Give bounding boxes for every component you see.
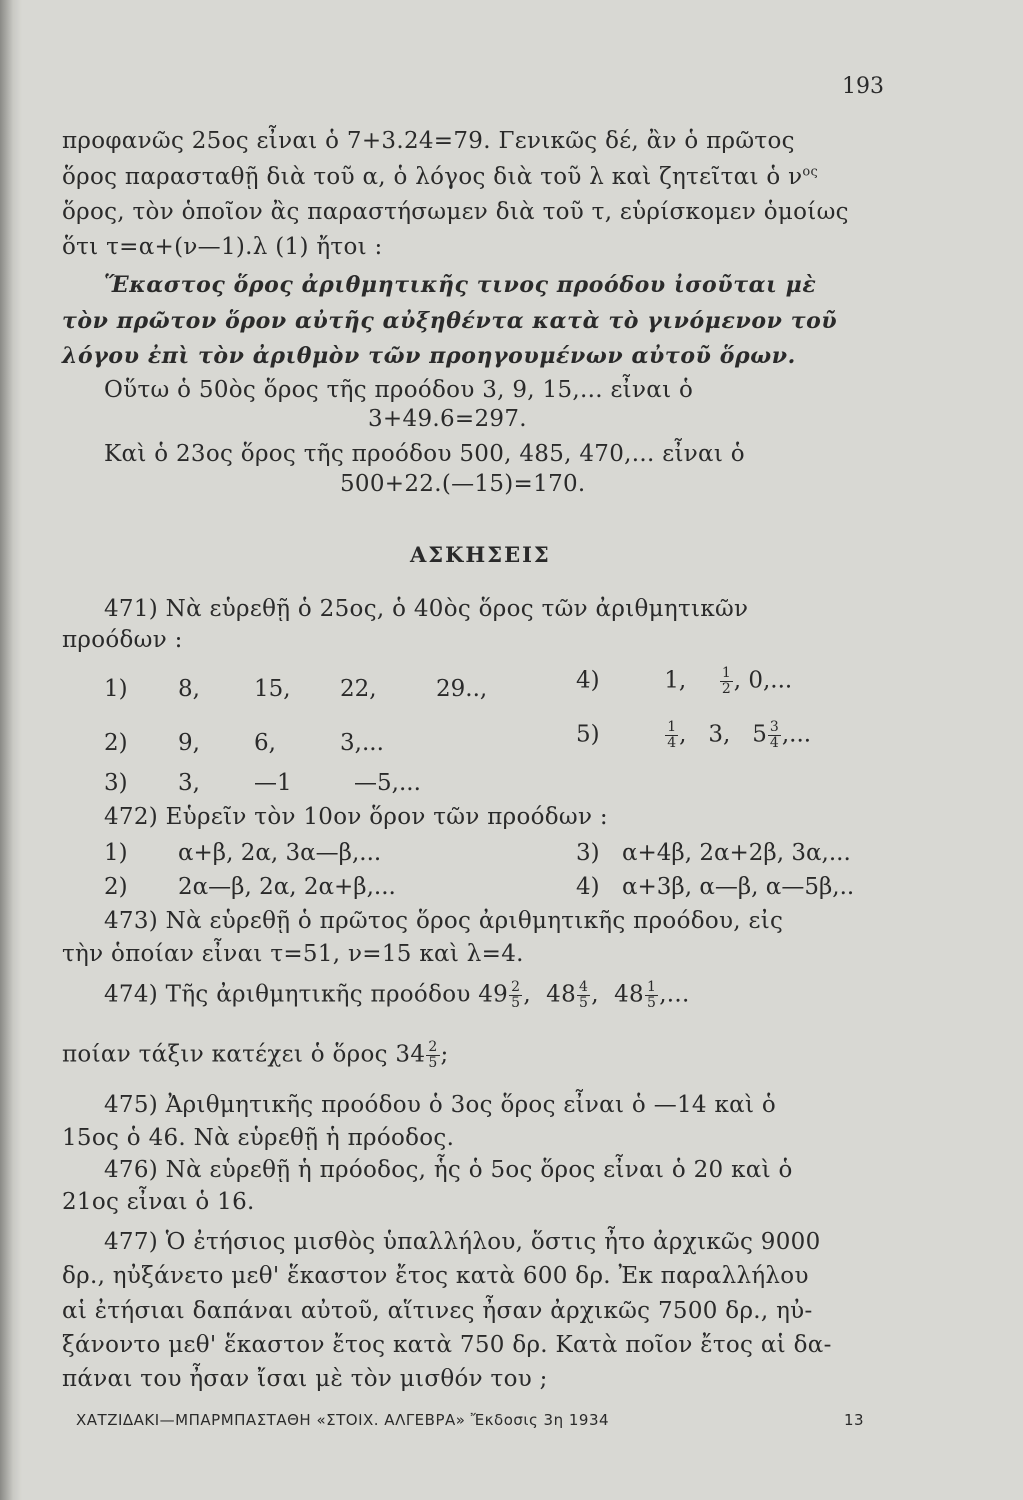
exercise-474-line-1: 474) Τῆς ἀριθμητικῆς προόδου 49 $\frac{2}{5}$ , 48 $\frac{4}{5}$ , 48 $\frac{1}{5}$ ,... [104, 979, 690, 1011]
term: 3,... [340, 730, 384, 756]
exercise-472-item-4: α+3β, α—β, α—5β,.. [622, 874, 855, 900]
item-number: 4) [576, 667, 600, 694]
term: 6, [254, 730, 276, 756]
fraction: $\frac{2}{5}$ [511, 979, 521, 1011]
exercise-472-line: 472) Εὑρεῖν τὸν 10ον ὅρον τῶν προόδων : [104, 804, 608, 830]
term: 15, [254, 676, 291, 702]
page-gutter-shadow [0, 0, 22, 1500]
item-number: 5) [576, 721, 600, 748]
section-heading: ΑΣΚΗΣΕΙΣ [410, 542, 551, 567]
paragraph-line-2 [62, 164, 818, 190]
item-number: 3) [104, 770, 128, 796]
exercise-476-line-2: 21ος εἶναι ὁ 16. [62, 1189, 255, 1215]
term: —1 [254, 770, 292, 796]
item-number: 2) [104, 874, 128, 900]
exercise-471-line-2: προόδων : [62, 627, 183, 653]
footer-sheet-number: 13 [844, 1411, 865, 1429]
rule-line-1: Ἕκαστος ὅρος ἀριθμητικῆς τινος προόδου ἰσοῦται μὲ [104, 272, 817, 298]
fraction: $\frac{1}{5}$ [646, 979, 657, 1011]
paragraph-line-2-text: ὅρος παρασταθῇ διὰ τοῦ α, ὁ λόγος διὰ τοῦ λ καὶ ζητεῖται ὁ ν [62, 164, 803, 190]
term: 3, [178, 770, 200, 796]
fraction: $\frac{4}{5}$ [579, 979, 589, 1011]
exercise-473-line-2: τὴν ὁποίαν εἶναι τ=51, ν=15 καὶ λ=4. [62, 941, 524, 967]
item-number: 1) [104, 676, 128, 702]
fraction: $\frac{1}{4}$ [667, 719, 677, 751]
page-number: 193 [842, 74, 884, 99]
term: —5,... [354, 770, 421, 796]
exercise-477-line-3: αἱ ἐτήσιαι δαπάναι αὐτοῦ, αἵτινες ἦσαν ἀρχικῶς 7500 δρ., ηὐ- [62, 1298, 813, 1324]
paragraph-line-4: ὅτι τ=α+(ν—1).λ (1) ἤτοι : [62, 234, 383, 260]
exercise-477-line-5: πάναι του ἦσαν ἴσαι μὲ τὸν μισθόν του ; [62, 1366, 548, 1392]
item-number: 1) [104, 840, 128, 866]
exercise-471-item-5: 5) $\frac{1}{4}$ , 3, 5 $\frac{3}{4}$ ,... [576, 719, 812, 751]
rule-line-2: τὸν πρῶτον ὅρον αὐτῆς αὐξηθέντα κατὰ τὸ γινόμενον τοῦ [62, 308, 838, 334]
example-result-1: 3+49.6=297. [368, 406, 527, 432]
rule-line-3: λόγου ἐπὶ τὸν ἀριθμὸν τῶν προηγουμένων αὐτοῦ ὅρων. [62, 343, 796, 369]
exercise-474-line-2: ποίαν τάξιν κατέχει ὁ ὅρος 34 $\frac{2}{5}$ ; [62, 1039, 449, 1071]
term: 8, [178, 676, 200, 702]
exercise-472-item-2: 2α—β, 2α, 2α+β,... [178, 874, 396, 900]
paragraph-line-1: προφανῶς 25ος εἶναι ὁ 7+3.24=79. Γενικῶς δέ, ἂν ὁ πρῶτος [62, 128, 795, 154]
example-line-2: Καὶ ὁ 23ος ὅρος τῆς προόδου 500, 485, 470,... εἶναι ὁ [104, 441, 745, 467]
exercise-472-item-3: α+4β, 2α+2β, 3α,... [622, 840, 851, 866]
exercise-477-line-2: δρ., ηὐξάνετο μεθ' ἕκαστον ἔτος κατὰ 600 δρ. Ἐκ παραλλήλου [62, 1263, 809, 1289]
item-number: 4) [576, 874, 600, 900]
item-number: 2) [104, 730, 128, 756]
paragraph-line-3: ὅρος, τὸν ὁποῖον ἂς παραστήσωμεν διὰ τοῦ τ, εὑρίσκομεν ὁμοίως [62, 199, 849, 225]
term: 29.., [436, 676, 488, 702]
fraction: $\frac{3}{4}$ [769, 719, 779, 751]
exercise-475-line-2: 15ος ὁ 46. Νὰ εὑρεθῇ ἡ πρόοδος. [62, 1125, 455, 1151]
superscript-os: ος [802, 164, 819, 180]
exercise-473-line-1: 473) Νὰ εὑρεθῇ ὁ πρῶτος ὅρος ἀριθμητικῆς προόδου, εἰς [104, 908, 784, 934]
exercise-471-line-1: 471) Νὰ εὑρεθῇ ὁ 25ος, ὁ 40ὸς ὅρος τῶν ἀριθμητικῶν [104, 596, 749, 622]
exercise-471-item-4: 4) 1, $\frac{1}{2}$ , 0,... [576, 665, 793, 697]
example-result-2: 500+22.(—15)=170. [340, 471, 586, 497]
fraction: $\frac{2}{5}$ [428, 1039, 438, 1071]
example-line-1: Οὕτω ὁ 50ὸς ὅρος τῆς προόδου 3, 9, 15,... εἶναι ὁ [104, 377, 694, 403]
exercise-477-line-4: ξάνοντο μεθ' ἕκαστον ἔτος κατὰ 750 δρ. Κατὰ ποῖον ἔτος αἱ δα- [62, 1332, 832, 1358]
term: 1, [664, 667, 687, 694]
term: 9, [178, 730, 200, 756]
exercise-476-line-1: 476) Νὰ εὑρεθῇ ἡ πρόοδος, ἧς ὁ 5ος ὅρος εἶναι ὁ 20 καὶ ὁ [104, 1157, 793, 1183]
fraction: $\frac{1}{2}$ [721, 665, 731, 697]
item-number: 3) [576, 840, 600, 866]
exercise-472-item-1: α+β, 2α, 3α—β,... [178, 840, 382, 866]
term: 22, [340, 676, 377, 702]
term: 0,... [748, 667, 793, 694]
exercise-477-line-1: 477) Ὁ ἐτήσιος μισθὸς ὑπαλλήλου, ὅστις ἦτο ἀρχικῶς 9000 [104, 1229, 821, 1255]
exercise-475-line-1: 475) Ἀριθμητικῆς προόδου ὁ 3ος ὅρος εἶναι ὁ —14 καὶ ὁ [104, 1092, 777, 1118]
footer-imprint: ΧΑΤΖΙΔΑΚΙ—ΜΠΑΡΜΠΑΣΤΑΘΗ «ΣΤΟΙΧ. ΑΛΓΕΒΡΑ» Ἔκδοσις 3η 1934 [76, 1411, 610, 1429]
